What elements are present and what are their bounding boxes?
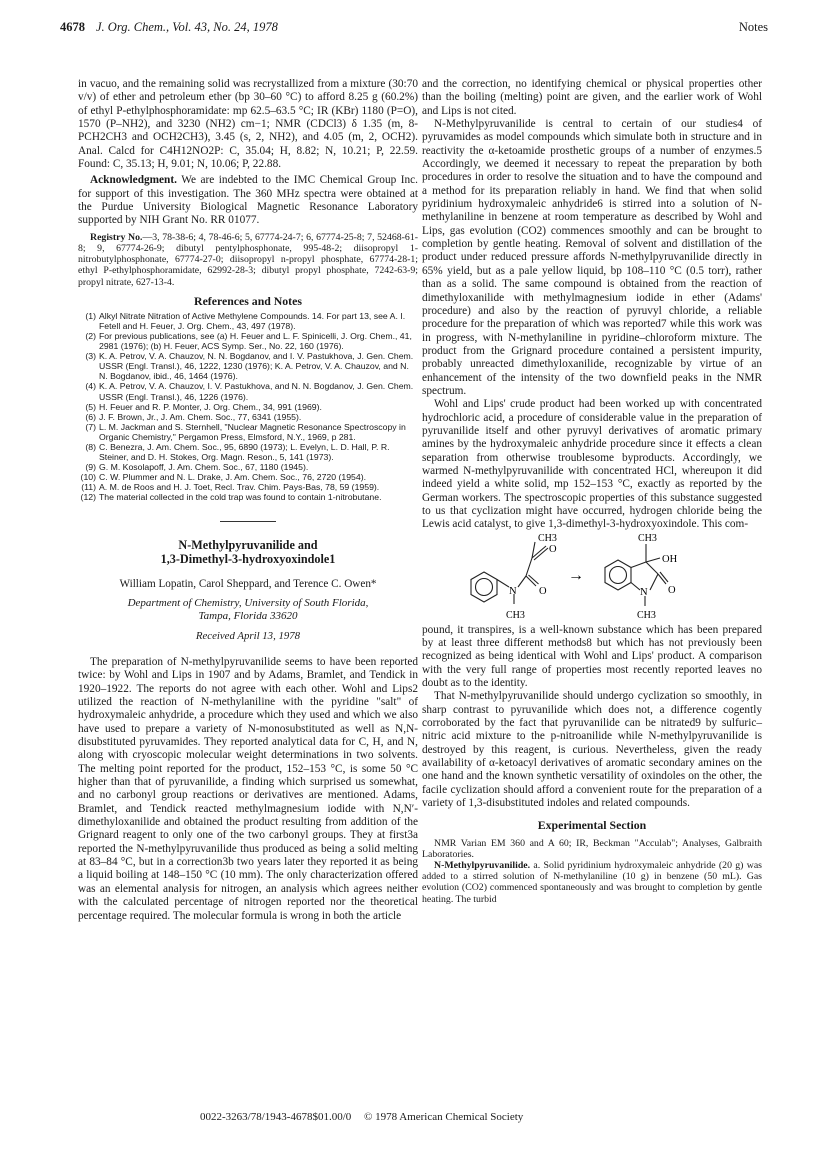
reference-number: (2) <box>85 330 96 341</box>
scheme-n-right: N <box>640 586 648 598</box>
reference-number: (7) <box>85 421 96 432</box>
reference-item <box>78 442 418 462</box>
benzene-ring-left <box>471 572 497 602</box>
scheme-ch3-top-right: CH3 <box>638 532 657 544</box>
paragraph-central: N-Methylpyruvanilide is central to certain of our studies4 of pyruvamides as model compounds which simulate both in structure and in reactivity the α-ketoamide prosthetic groups of a number of enzymes.5 Accordingly, we deemed it necessary to repeat the preparation by both procedures in order to resolve the situation and to have the compound and a method for its preparation reliably in hand. We find that when solid pyridinium hydroxymaleic anhydride6 is stirred into a solution of N-methylaniline in benzene at room temperature as described by Wohl and Lips, gas evolution (CO2) commences smoothly and can be brought to completion by gentle heating. Removal of solvent and distillation of the product under reduced pressure affords N-methylpyruvanilide directly in 65% yield, but as a pale yellow liquid, bp 108–110 °C (0.5 torr), rather than as a solid. The same compound is obtained from the reaction of dimethyloxanilide with methylmagnesium iodide in ether (Adams' procedure) and also by the reaction of pyruvyl chloride, a reliable procedure for the preparation of which was reported7 while this work was in progress, with N-methylaniline in pyridine–chloroform mixture. The product from the Grignard procedure contained a persistent impurity, probably unreacted dimethyloxanilide, recognizable by virtue of an enhancement of the intensity of the two downfield peaks in the NMR spectrum. <box>422 118 762 397</box>
reference-number: (1) <box>85 310 96 321</box>
reaction-scheme-drawing <box>422 532 762 624</box>
reference-text: J. F. Brown, Jr., J. Am. Chem. Soc., 77, 6341 (1955). <box>99 411 302 422</box>
reference-number: (8) <box>85 442 96 453</box>
scheme-ch3-bottom-right: CH3 <box>637 609 656 621</box>
reference-number: (6) <box>85 411 96 422</box>
registry-text: —3, 78-38-6; 4, 78-46-6; 5, 67774-24-7; 6, 67774-25-8; 7, 52468-61-8; 9, 67774-26-9; dibutyl pentylphosphonate, 995-48-2; diisopropyl 1-nitrobutylphosphonate, 67774-27-0; diisopropyl n-propyl phosphate, 67774-28-1; ethyl P-ethylphosphoramidate, 62992-28-3; dibutyl propyl phosphate, 7242-63-9; propyl nitrate, 627-13-4. <box>78 231 418 288</box>
reaction-scheme <box>422 532 762 624</box>
reference-item <box>78 462 418 472</box>
article-title-line2: 1,3-Dimethyl-3-hydroxyoxindole1 <box>160 552 336 567</box>
journal-citation: J. Org. Chem., Vol. 43, No. 24, 1978 <box>96 20 278 34</box>
reference-number: (3) <box>85 351 96 362</box>
scheme-o-left-bottom: O <box>539 585 547 597</box>
paragraph-workup: Wohl and Lips' crude product had been worked up with concentrated hydrochloric acid, a procedure of considerable value in the preparation of pyruvanilide itself and other pyruvyl derivatives of aromatic primary amines by the hydroxymaleic anhydride procedure since it effects a clean separation from otherwise troublesome byproducts. Accordingly, we warmed N-methylpyruvanilide with concentrated HCl, whereupon it did indeed yield a white solid, mp 152–153 °C, exactly as reported by the German workers. The spectroscopic properties of this substance suggested to us that cyclization might have occurred, hydrogen chloride being the Lewis acid catalyst, to give 1,3-dimethyl-3-hydroxyoxindole. This com- <box>422 398 762 531</box>
reference-item <box>78 422 418 442</box>
acknowledgment-label: Acknowledgment. <box>90 174 177 187</box>
acknowledgment-text: We are indebted to the IMC Chemical Group Inc. for support of this investigation. The 360 MHz spectra were obtained at the Purdue University Biological Magnetic Resonance Laboratory supported by NIH Grant No. RR 01077. <box>78 174 418 227</box>
reference-item <box>78 381 418 401</box>
reference-number: (11) <box>81 482 96 493</box>
reference-item <box>78 351 418 381</box>
reference-item <box>78 311 418 331</box>
scheme-ch3-bottom-left: CH3 <box>506 609 525 621</box>
reference-text: G. M. Kosolapoff, J. Am. Chem. Soc., 67, 1180 (1945). <box>99 462 309 473</box>
reference-number: (9) <box>85 462 96 473</box>
scheme-oh: OH <box>662 553 678 565</box>
scheme-o-left: O <box>549 543 557 555</box>
paragraph-correction: and the correction, no identifying chemical or physical properties other than the boiling (melting) point are given, and the earlier work of Wohl and Lips is not cited. <box>422 78 762 117</box>
section-name: Notes <box>738 20 768 34</box>
scheme-n-left: N <box>509 585 517 597</box>
reference-item <box>78 331 418 351</box>
article-authors: William Lopatin, Carol Sheppard, and Terence C. Owen* <box>119 577 377 590</box>
reference-number: (5) <box>85 401 96 412</box>
right-column <box>422 78 762 905</box>
oxindole-rings <box>605 544 668 606</box>
experimental-procedure <box>422 860 762 905</box>
footer-code: 0022-3263/78/1943-4678$01.00/0 <box>200 1111 352 1123</box>
article-heading <box>78 538 418 642</box>
reference-text: C. Benezra, J. Am. Chem. Soc., 95, 6890 (1973); L. Evelyn, L. D. Hall, P. R. Steiner, and D. H. Stokes, Org. Magn. Reson., 5, 141 (1973). <box>99 442 390 463</box>
reference-item <box>78 492 418 502</box>
references-heading: References and Notes <box>194 293 302 308</box>
received-date: Received April 13, 1978 <box>195 629 301 642</box>
procedure-text: a. Solid pyridinium hydroxymaleic anhydride (20 g) was added to a stirred solution of N-methylaniline (10 g) in benzene (50 mL). Gas evolution (CO2) commenced spontaneously and was brought to completion by gentle heating. The turbid <box>422 859 762 905</box>
left-column <box>78 78 418 923</box>
footer-copyright: © 1978 American Chemical Society <box>364 1111 524 1123</box>
section-divider <box>220 521 276 522</box>
intro-paragraph: The preparation of N-methylpyruvanilide seems to have been reported twice: by Wohl and Lips in 1907 and by Adams, Bramlet, and Tendick in 1920–1922. The reports do not agree with each other. Wohl and Lips2 utilized the reaction of N-methylaniline with the pyridine "salt" of hydroxymaleic anhydride, a procedure which they used and which we also have used to prepare a variety of N-monosubstituted as well as N,N-disubstituted pyruvamides. They reported analytical data for C, H, and N, along with cryoscopic molecular weight determinations in two solvents. The melting point reported for the product, 152–153 °C, is some 50 °C higher than that of pyruvanilide, a finding which surprised us somewhat, and no carbonyl group reactions or derivatives are mentioned. Adams, Bramlet, and Tendick reacted methylmagnesium iodide with N,N′-dimethyloxanilide and obtained the product resulting from addition of the Grignard reagent to only one of the two carbonyl groups. They at first3a reported the N-methylpyruvanilide thus produced as being a solid melting at 83–84 °C, but in a correction3b two years later they reported it as being a liquid boiling at 148–150 °C (10 mm). The only characterization offered was an elemental analysis for nitrogen, an analysis which agrees neither with the calculated percentage of nitrogen reported nor the theoretical percentage required. The molecular formula is wrong in both the article <box>78 655 418 922</box>
reference-item <box>78 482 418 492</box>
reference-number: (12) <box>80 492 96 503</box>
carryover-paragraph: in vacuo, and the remaining solid was recrystallized from a mixture (30:70 v/v) of ether and petroleum ether (bp 30–60 °C) to afford 8.25 g (60.2%) of ethyl P-ethylphosphoramidate: mp 62.5–63.5 °C; IR (KBr) 1180 (P=O), 1570 (P–NH2), and 3230 (NH2) cm−1; NMR (CDCl3) δ 1.35 (m, 8-PCH2CH3 and OCH2CH3), 3.45 (s, 2, NH2), and 4.05 (m, 2, OCH2). Anal. Calcd for C4H12NO2P: C, 35.04; H, 8.82; N, 10.21; P, 22.59. Found: C, 35.13; H, 9.01; N, 10.06; P, 22.88. <box>78 78 418 171</box>
reference-item <box>78 412 418 422</box>
paragraph-identity: pound, it transpires, is a well-known substance which has been prepared by at least three different methods8 but which has not previously been recognized as being identical with Wohl and Lips' product. A comparison with the very full range of properties most recently reported leaves no doubt as to the identity. <box>422 623 762 690</box>
reaction-arrow: → <box>568 566 584 584</box>
reference-text: L. M. Jackman and S. Sternhell, "Nuclear Magnetic Resonance Spectroscopy in Organic Chemistry," Pergamon Press, Elmsford, N.Y., 1969, p 281. <box>99 421 406 442</box>
reference-text: Alkyl Nitrate Nitration of Active Methylene Compounds. 14. For part 13, see A. I. Fetell and H. Feuer, J. Org. Chem., 43, 497 (1978). <box>99 310 406 331</box>
reference-text: K. A. Petrov, V. A. Chauzov, N. N. Bogdanov, and I. V. Pastukhova, J. Gen. Chem. USSR (Engl. Transl.), 46, 1222, 1230 (1976); K. A. Petrov, V. A. Chauzov, and N. N. Bogdanov, ibid., 46, 1464 (1976). <box>99 351 414 382</box>
reference-item <box>78 402 418 412</box>
experimental-instruments: NMR Varian EM 360 and A 60; IR, Beckman "Acculab"; Analyses, Galbraith Laboratories. <box>422 837 762 860</box>
page-number: 4678 <box>60 20 85 34</box>
running-header <box>60 20 768 46</box>
reference-number: (4) <box>85 381 96 392</box>
reference-text: K. A. Petrov, V. A. Chauzov, I. V. Pastukhova, and N. N. Bogdanov, J. Gen. Chem. USSR (Engl. Transl.), 46, 1226 (1976). <box>99 381 414 402</box>
reference-text: C. W. Plummer and N. L. Drake, J. Am. Chem. Soc., 76, 2720 (1954). <box>99 472 367 483</box>
reference-number: (10) <box>80 472 96 483</box>
paragraph-cyclization: That N-methylpyruvanilide should undergo cyclization so smoothly, in sharp contrast to pyruvanilide which does not, a difference cogently corroborated by the fact that pyruvanilide can be nitrated9 by sulfuric–nitric acid mixture to the p-nitroanilide while N-methylpyruvanilide is destroyed by this reagent, is curious. Nevertheless, given the ready availability of α-ketoacyl derivatives of aromatic secondary amines on the one hand and the known synthetic versatility of oxindoles on the other, the facile cyclization should afford a convenient route for the preparation of a variety of 1,3-disubstituted indoles and related compounds. <box>422 690 762 810</box>
scheme-o-right: O <box>668 584 676 596</box>
registry-label: Registry No. <box>90 231 143 243</box>
references-list <box>78 311 418 503</box>
reference-text: For previous publications, see (a) H. Feuer and L. F. Spinicelli, J. Org. Chem., 41, 2981 (1976); (b) H. Feuer, ACS Symp. Ser., No. 22, 160 (1976). <box>99 330 412 352</box>
affiliation-line1: Department of Chemistry, University of South Florida, <box>127 596 369 609</box>
affiliation-line2: Tampa, Florida 33620 <box>198 609 298 622</box>
article-title-line1: N-Methylpyruvanilide and <box>178 537 318 552</box>
procedure-label: N-Methylpyruvanilide. <box>434 859 531 871</box>
reference-text: H. Feuer and R. P. Monter, J. Org. Chem., 34, 991 (1969). <box>99 401 322 412</box>
experimental-heading: Experimental Section <box>537 817 647 832</box>
scheme-ch3-top-left: CH3 <box>538 532 557 544</box>
reference-text: A. M. de Roos and H. J. Toet, Recl. Trav. Chim. Pays-Bas, 78, 59 (1959). <box>99 482 380 493</box>
acknowledgment <box>78 174 418 227</box>
page-footer <box>200 1111 660 1123</box>
reference-item <box>78 472 418 482</box>
reference-text: The material collected in the cold trap was found to contain 1-nitrobutane. <box>99 492 382 503</box>
registry-numbers <box>78 232 418 288</box>
